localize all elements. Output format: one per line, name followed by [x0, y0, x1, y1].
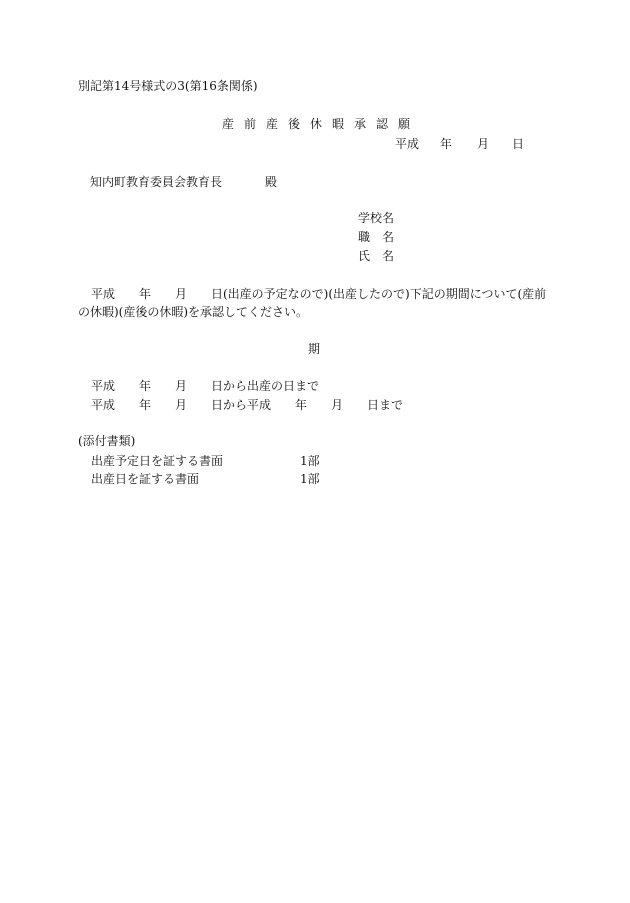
request-line-2: の休暇)(産後の休暇)を承認してください。 [78, 305, 309, 319]
request-line-1: 平成 年 月 日(出産の予定なので)(出産したので)下記の期間について(産前 [91, 287, 547, 301]
date-year-unit: 年 [440, 137, 453, 151]
attachments-heading: (添付書類) [78, 434, 136, 448]
position-label: 職 名 [358, 230, 395, 244]
addressee-honorific: 殿 [265, 175, 278, 189]
attachment-item-label: 出産日を証する書面 [91, 472, 200, 486]
period-line-2: 平成 年 月 日から平成 年 月 日まで [91, 398, 404, 412]
form-number: 別記第14号様式の3(第16条関係) [78, 79, 258, 93]
school-name-label: 学校名 [358, 211, 395, 225]
document-title: 産前産後休暇承認願 [222, 117, 421, 131]
date-era: 平成 [395, 137, 420, 151]
applicant-name-label: 氏 名 [358, 249, 395, 263]
attachment-item-count: 1部 [300, 472, 320, 486]
attachment-item-count: 1部 [300, 454, 320, 468]
attachment-item-label: 出産予定日を証する書面 [91, 454, 224, 468]
date-month-unit: 月 [477, 137, 490, 151]
addressee-name: 知内町教育委員会教育長 [90, 175, 223, 189]
date-day-unit: 日 [512, 137, 525, 151]
period-line-1: 平成 年 月 日から出産の日まで [91, 379, 320, 393]
period-heading: 期 [308, 342, 321, 356]
